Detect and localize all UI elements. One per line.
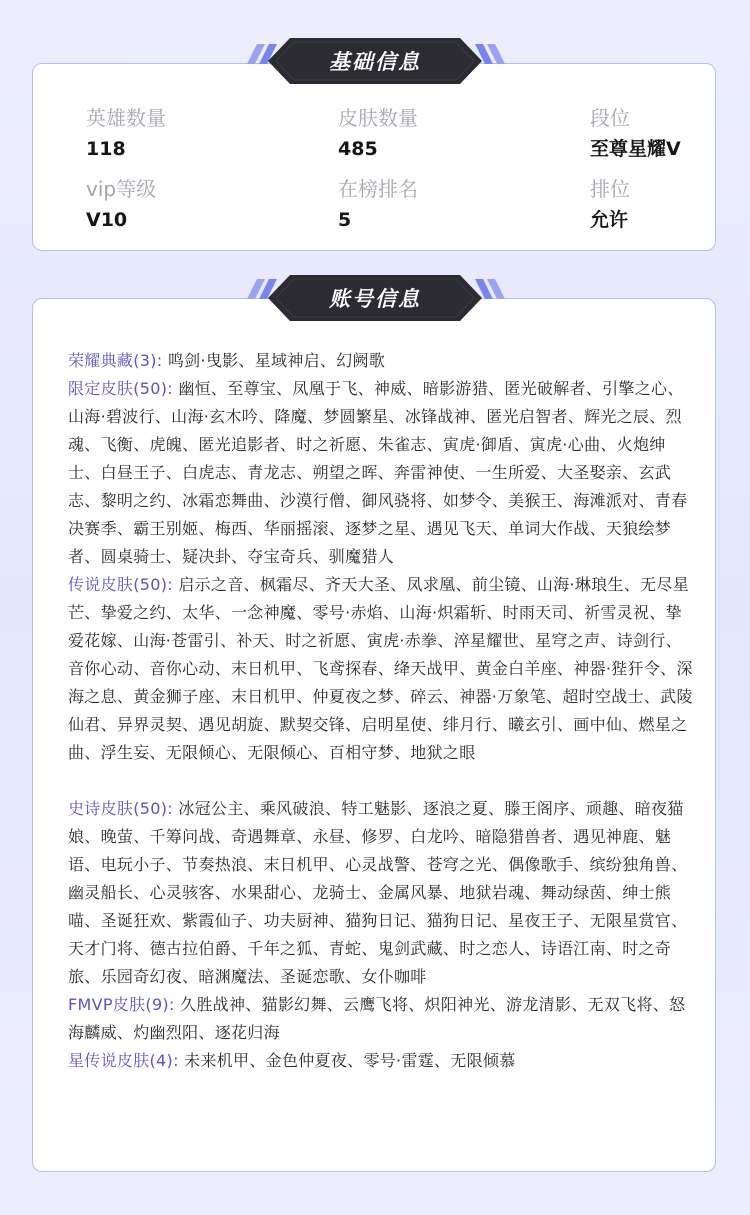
- skin-category-legendary: [68, 571, 696, 767]
- skin-category-star-legend: [68, 1047, 696, 1075]
- stat-label: vip等级: [86, 177, 157, 201]
- skin-names: 鸣剑·曳影、星域神启、幻阙歌: [167, 351, 386, 370]
- skin-names: 冰冠公主、乘风破浪、特工魅影、逐浪之夏、滕王阁序、顽趣、暗夜猫娘、晚萤、千筹问战、奇遇舞章、永昼、修罗、白龙吟、暗隐猎兽者、遇见神鹿、魅语、电玩小子、节奏热浪、末日机甲、心灵战警、苍穹之光、偶像歌手、缤纷独角兽、幽灵船长、心灵骇客、水果甜心、龙骑士、金属风暴、地狱岩魂、舞动绿茵、绅士熊喵、圣诞狂欢、紫霞仙子、功夫厨神、猫狗日记、猫狗日记、星夜王子、无限星赏官、天才门将、德古拉伯爵、千年之狐、青蛇、鬼剑武藏、时之恋人、诗语江南、时之奇旅、乐园奇幻夜、暗渊魔法、圣诞恋歌、女仆咖啡: [68, 799, 688, 986]
- basic-info-title: 基础信息: [329, 50, 421, 74]
- leaderboard-rank-stat: [338, 177, 418, 232]
- category-label: 星传说皮肤(4):: [68, 1051, 185, 1070]
- skin-names: 启示之音、枫霜尽、齐天大圣、凤求凰、前尘镜、山海·琳琅生、无尽星芒、挚爱之约、太华、一念神魔、零号·赤焰、山海·炽霜斩、时雨天司、祈雪灵祝、挚爱花嫁、山海·苍雷引、补天、时之祈愿、寅虎·赤拳、淬星耀世、星穹之声、诗剑行、音你心动、音你心动、末日机甲、飞鸢探春、绛天战甲、黄金白羊座、神器·狴犴令、深海之息、黄金狮子座、末日机甲、仲夏夜之梦、碎云、神器·万象笔、超时空战士、武陵仙君、异界灵契、遇见胡旋、默契交锋、启明星使、绯月行、曦玄引、画中仙、燃星之曲、浮生妄、无限倾心、无限倾心、百相守梦、地狱之眼: [68, 575, 693, 762]
- rank-tier-stat: [590, 106, 681, 161]
- skin-category-fmvp: [68, 991, 696, 1047]
- skin-names: 未来机甲、金色仲夏夜、零号·雷霆、无限倾慕: [184, 1051, 516, 1070]
- category-label: 荣耀典藏(3):: [68, 351, 168, 370]
- account-info-card: [32, 298, 716, 1172]
- stat-value: 允许: [590, 209, 629, 231]
- category-label: 史诗皮肤(50):: [68, 799, 179, 818]
- skin-category-limited: [68, 375, 696, 571]
- skin-names: 久胜战神、猫影幻舞、云鹰飞将、炽阳神光、游龙清影、无双飞将、怒海麟威、灼幽烈阳、逐花归海: [68, 995, 686, 1042]
- category-label: FMVP皮肤(9):: [68, 995, 181, 1014]
- ranked-mode-stat: [590, 177, 630, 232]
- right-stripes-decoration-icon: [469, 279, 505, 299]
- account-info-title-tab: [268, 275, 482, 321]
- stat-label: 皮肤数量: [338, 106, 418, 130]
- right-stripes-decoration-icon: [469, 44, 505, 64]
- skin-category-collection: [68, 347, 696, 375]
- category-label: 限定皮肤(50):: [68, 379, 179, 398]
- vip-level-stat: [86, 177, 156, 232]
- stat-value: V10: [86, 209, 128, 231]
- hero-count-stat: [86, 106, 166, 161]
- skin-category-epic: [68, 795, 696, 991]
- stat-label: 英雄数量: [86, 106, 166, 130]
- stat-label: 在榜排名: [338, 177, 418, 201]
- account-info-title: 账号信息: [329, 287, 421, 311]
- stat-label: 段位: [590, 106, 630, 130]
- basic-info-title-tab: [268, 38, 482, 84]
- category-label: 传说皮肤(50):: [68, 575, 179, 594]
- stat-value: 5: [338, 209, 352, 231]
- stat-value: 118: [86, 138, 126, 160]
- skin-list: [68, 347, 696, 1075]
- stat-value: 485: [338, 138, 378, 160]
- basic-info-card: [32, 63, 716, 251]
- stat-label: 排位: [590, 177, 630, 201]
- skin-names: 幽恒、至尊宝、凤凰于飞、神威、暗影游猎、匿光破解者、引擎之心、山海·碧波行、山海·玄木吟、降魔、梦圆繁星、冰锋战神、匿光启智者、辉光之辰、烈魂、飞衡、虎魄、匿光追影者、时之祈愿、朱雀志、寅虎·御盾、寅虎·心曲、火炮绅士、白昼王子、白虎志、青龙志、朔望之晖、奔雷神使、一生所爱、大圣娶亲、玄武志、黎明之约、冰霜恋舞曲、沙漠行僧、御风骁将、如梦令、美猴王、海滩派对、青春决赛季、霸王别姬、梅西、华丽摇滚、逐梦之星、遇见飞天、单词大作战、天狼绘梦者、圆桌骑士、疑决卦、夺宝奇兵、驯魔猎人: [68, 379, 688, 566]
- skin-count-stat: [338, 106, 418, 161]
- stat-value: 至尊星耀V: [590, 138, 681, 160]
